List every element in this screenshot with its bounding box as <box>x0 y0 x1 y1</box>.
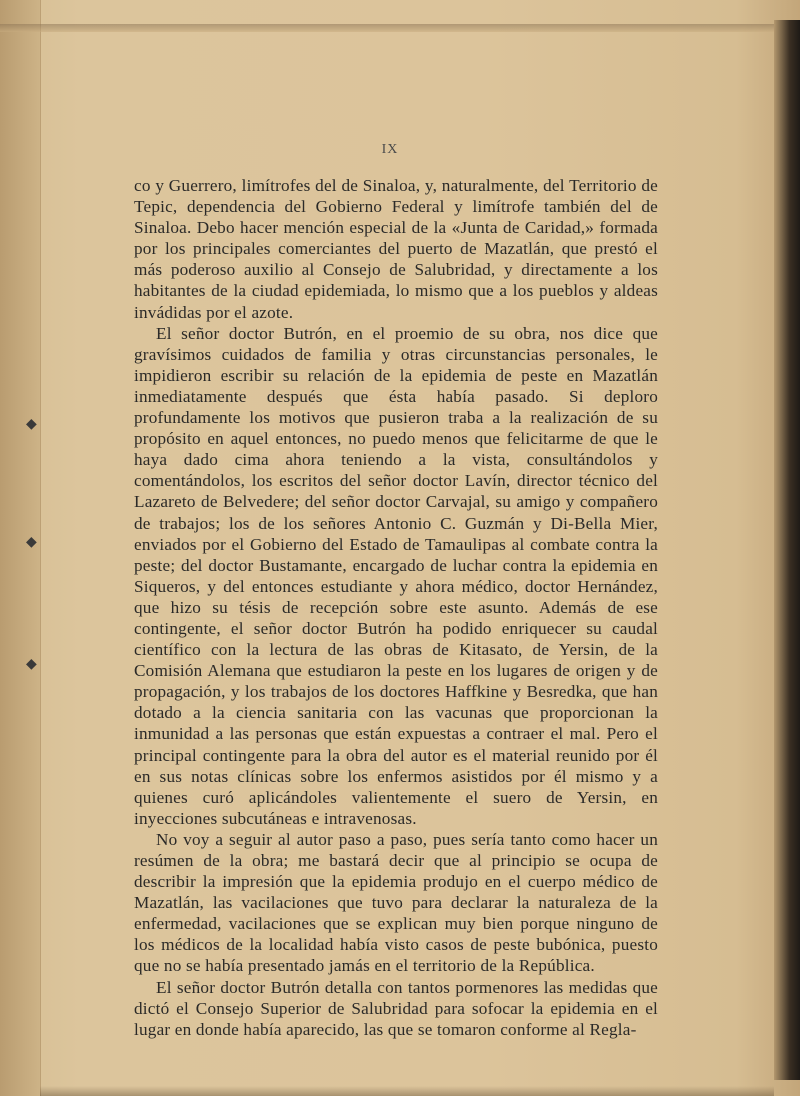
body-text <box>134 175 658 1040</box>
paragraph: co y Guerrero, limítrofes del de Sinaloa, y, naturalmente, del Territorio de Tepic, dependencia del Gobierno Federal y limítrofe también del de Sinaloa. Debo hacer mención especial de la «Junta de Caridad,» formada por los principales comerciantes del puerto de Mazatlán, que prestó el más poderoso auxilio al Consejo de Salubridad, y directamente a los habitantes de la ciudad epidemiada, lo mismo que a los pueblos y aldeas invádidas por el azote. <box>134 176 658 322</box>
bottom-edge-shadow <box>40 1086 774 1096</box>
paragraph: El señor doctor Butrón detalla con tantos pormenores las medidas que dictó el Consejo Superior de Salubridad para sofocar la epidemia en el lugar en donde había aparecido, las que se tomaron conforme al Regla- <box>134 977 658 1039</box>
binding-tab-icon: ◆ <box>26 657 37 672</box>
right-edge-shadow <box>774 20 800 1080</box>
binding-tab-icon: ◆ <box>26 417 37 432</box>
binding-tab-icon: ◆ <box>26 535 37 550</box>
paragraph: No voy a seguir al autor paso a paso, pues sería tanto como hacer un resúmen de la obra; me bastará decir que al principio se ocupa de describir la impresión que la epidemia produjo en el cuerpo médico de Mazatlán, las vacilaciones que tuvo para declarar la naturaleza de la enfermedad, vacilaciones que se explican muy bien porque ninguno de los médicos de la localidad había visto casos de peste bubónica, puesto que no se había presentado jamás en el territorio de la República. <box>134 829 658 976</box>
top-edge-shadow <box>0 24 780 32</box>
paragraph: El señor doctor Butrón, en el proemio de su obra, nos dice que gravísimos cuidados de familia y otras circunstancias personales, le impidieron escribir su relación de la epidemia de peste en Mazatlán inmediatamente después que ésta había pasado. Si deploro profundamente los motivos que pusieron traba a la realización de su propósito en aquel entonces, no puedo menos que felicitarme de que le haya dado cima ahora teniendo a la vista, consultándolos y comentándolos, los escritos del señor doctor Lavín, director técnico del Lazareto de Belvedere; del señor doctor Carvajal, su amigo y compañero de trabajos; los de los señores Antonio C. Guzmán y Di-Bella Mier, enviados por el Gobierno del Estado de Tamaulipas al combate contra la peste; del doctor Bustamante, encargado de luchar contra la epidemia en Siqueros, y del entonces estudiante y ahora médico, doctor Hernández, que hizo su tésis de recepción sobre este asunto. Además de ese contingente, el señor doctor Butrón ha podido enriquecer su caudal científico con la lectura de las obras de Kitasato, de Yersin, de la Comisión Alemana que estudiaron la peste en los lugares de origen y de propagación, y los trabajos de los doctores Haffkine y Besredka, que han dotado a la ciencia sanitaria con las vacunas que proporcionan la inmunidad a las personas que están expuestas a contraer el mal. Pero el principal contingente para la obra del autor es el material reunido por él en sus notas clínicas sobre los enfermos asistidos por él mismo y a quienes curó aplicándoles valientemente el suero de Yersin, en inyecciones subcutáneas e intravenosas. <box>134 323 658 828</box>
page-number: IX <box>381 142 399 157</box>
